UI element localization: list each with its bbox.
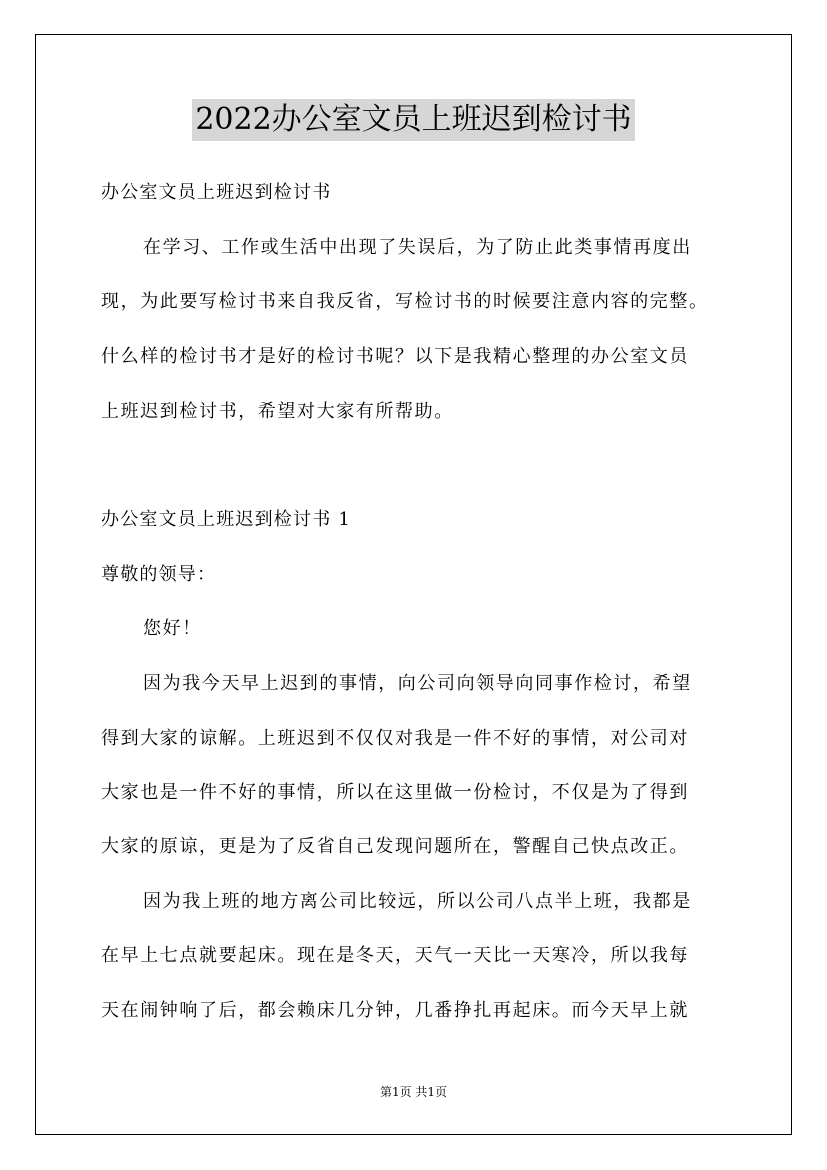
greeting: 您好！ xyxy=(143,618,202,639)
paragraph-line: 现，为此要写检讨书来自我反省，写检讨书的时候要注意内容的完整。 xyxy=(101,291,709,312)
paragraph-line: 天在闹钟响了后，都会赖床几分钟，几番挣扎再起床。而今天早上就 xyxy=(101,1000,689,1021)
paragraph-line: 大家的原谅，更是为了反省自己发现问题所在，警醒自己快点改正。 xyxy=(101,836,689,857)
paragraph-line: 得到大家的谅解。上班迟到不仅仅对我是一件不好的事情，对公司对 xyxy=(101,728,689,749)
page-footer: 第1页 共1页 xyxy=(379,1085,448,1099)
paragraph-line: 大家也是一件不好的事情，所以在这里做一份检讨，不仅是为了得到 xyxy=(101,782,689,803)
intro-heading: 办公室文员上班迟到检讨书 xyxy=(101,182,332,203)
paragraph-line: 上班迟到检讨书，希望对大家有所帮助。 xyxy=(101,401,454,422)
paragraph-line: 在学习、工作或生活中出现了失误后，为了防止此类事情再度出 xyxy=(143,237,692,258)
paragraph-line: 什么样的检讨书才是好的检讨书呢？以下是我精心整理的办公室文员 xyxy=(101,346,689,367)
paragraph-line: 因为我上班的地方离公司比较远，所以公司八点半上班，我都是 xyxy=(143,891,692,912)
document-title: 2022办公室文员上班迟到检讨书 xyxy=(192,99,634,141)
salutation: 尊敬的领导： xyxy=(101,564,217,585)
paragraph-line: 在早上七点就要起床。现在是冬天，天气一天比一天寒冷，所以我每 xyxy=(101,945,689,966)
section-heading: 办公室文员上班迟到检讨书 1 xyxy=(101,509,351,530)
paragraph-line: 因为我今天早上迟到的事情，向公司向领导向同事作检讨，希望 xyxy=(143,673,692,694)
title-container xyxy=(0,99,827,141)
